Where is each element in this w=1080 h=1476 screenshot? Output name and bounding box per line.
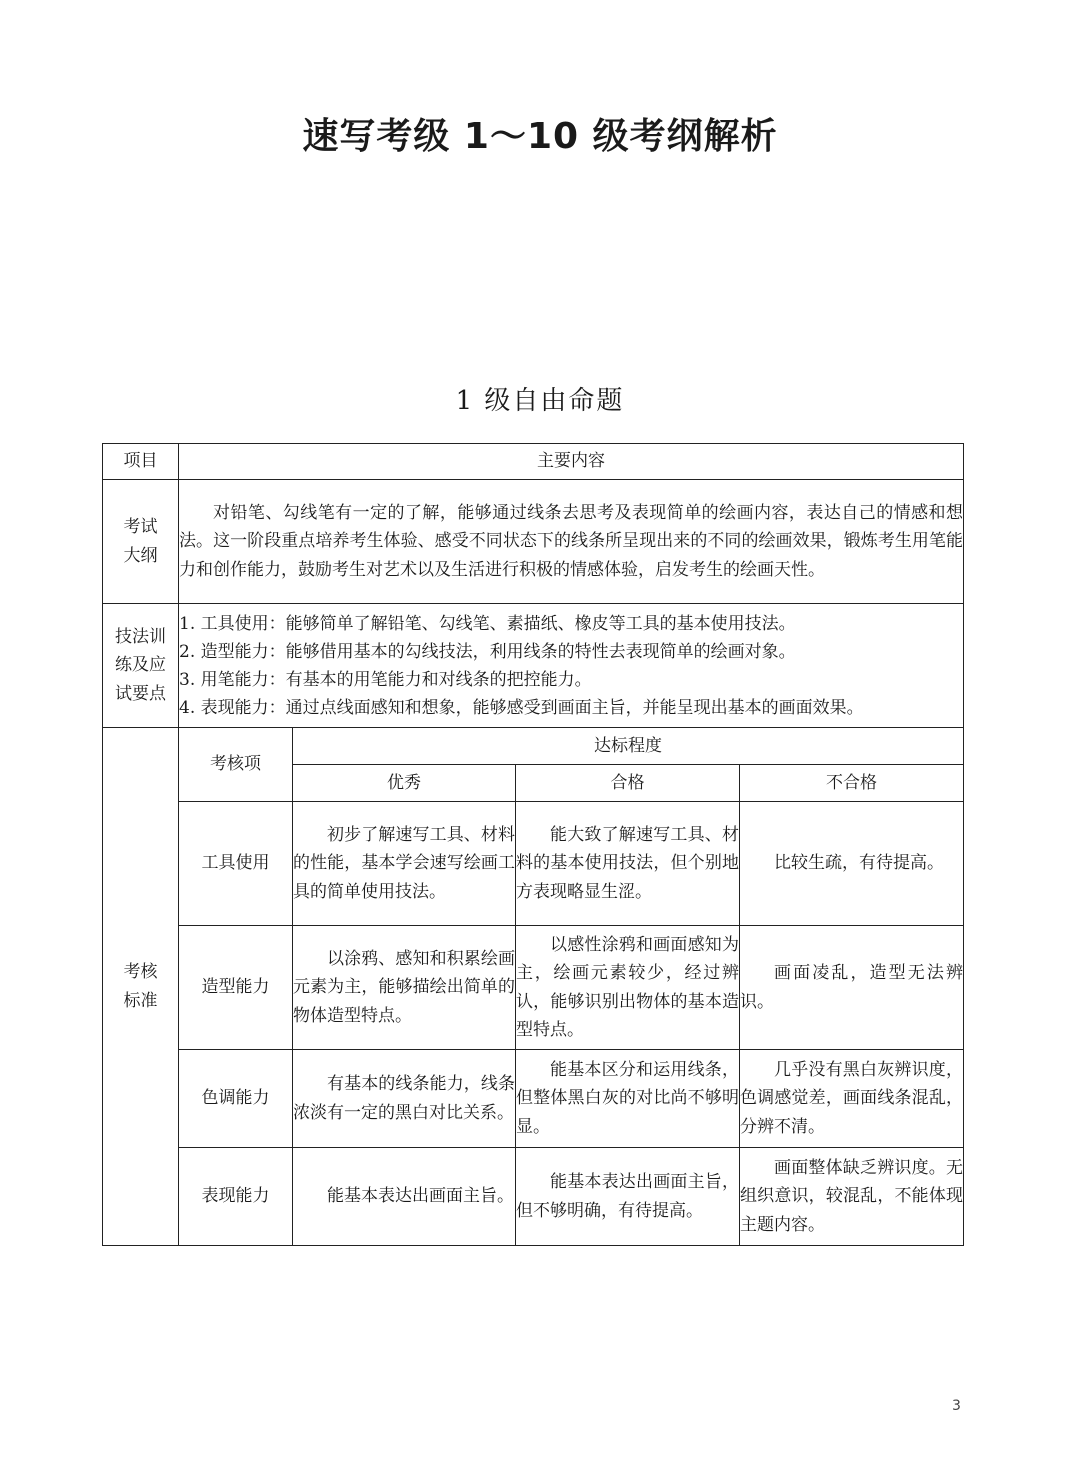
outline-label (103, 480, 179, 604)
skills-row (103, 604, 964, 728)
page-title: 速写考级 1～10 级考纲解析 (302, 116, 778, 157)
criteria-fail: 画面凌乱，造型无法辨识。 (740, 926, 964, 1050)
criteria-pass: 以感性涂鸦和画面感知为主，绘画元素较少，经过辨认，能够识别出物体的基本造型特点。 (516, 926, 740, 1050)
criteria-name: 工具使用 (179, 802, 293, 926)
table-row (103, 1050, 964, 1148)
criteria-label (103, 728, 179, 1246)
criteria-item-header: 考核项 (179, 728, 293, 802)
skills-label (103, 604, 179, 728)
criteria-fail: 画面整体缺乏辨识度。无组织意识，较混乱，不能体现主题内容。 (740, 1148, 964, 1246)
table-row (103, 926, 964, 1050)
level-fail: 不合格 (740, 765, 964, 802)
outline-text: 对铅笔、勾线笔有一定的了解，能够通过线条去思考及表现简单的绘画内容，表达自己的情感和想法。这一阶段重点培养考生体验、感受不同状态下的线条所呈现出来的不同的绘画效果，锻炼考生用笔能力和创作能力，鼓励考生对艺术以及生活进行积极的情感体验，启发考生的绘画天性。 (179, 480, 964, 604)
table-header-row (103, 444, 964, 480)
list-item: 3. 用笔能力：有基本的用笔能力和对线条的把控能力。 (179, 669, 592, 690)
criteria-level-header: 达标程度 (293, 728, 964, 765)
skills-label-text: 技法训 练及应 试要点 (115, 626, 166, 704)
header-content: 主要内容 (179, 444, 964, 480)
page-number: 3 (952, 1398, 961, 1414)
table-row (103, 1148, 964, 1246)
list-item: 2. 造型能力：能够借用基本的勾线技法，利用线条的特性去表现简单的绘画对象。 (179, 641, 796, 662)
list-item: 4. 表现能力：通过点线面感知和想象，能够感受到画面主旨，并能呈现出基本的画面效果。 (179, 697, 864, 718)
criteria-pass: 能大致了解速写工具、材料的基本使用技法，但个别地方表现略显生涩。 (516, 802, 740, 926)
criteria-excellent: 以涂鸦、感知和积累绘画元素为主，能够描绘出简单的物体造型特点。 (293, 926, 516, 1050)
level-pass: 合格 (516, 765, 740, 802)
outline-row (103, 480, 964, 604)
criteria-fail: 比较生疏，有待提高。 (740, 802, 964, 926)
section-title: 1 级自由命题 (455, 386, 625, 416)
criteria-excellent: 初步了解速写工具、材料的性能，基本学会速写绘画工具的简单使用技法。 (293, 802, 516, 926)
level-excellent: 优秀 (293, 765, 516, 802)
criteria-pass: 能基本表达出画面主旨，但不够明确，有待提高。 (516, 1148, 740, 1246)
criteria-name: 表现能力 (179, 1148, 293, 1246)
criteria-excellent: 有基本的线条能力，线条浓淡有一定的黑白对比关系。 (293, 1050, 516, 1148)
criteria-fail: 几乎没有黑白灰辨识度，色调感觉差，画面线条混乱，分辨不清。 (740, 1050, 964, 1148)
table-row (103, 802, 964, 926)
header-item: 项目 (103, 444, 179, 480)
skills-list (179, 604, 964, 728)
syllabus-table (102, 443, 964, 1246)
criteria-header-row (103, 728, 964, 765)
criteria-label-text: 考核 标准 (123, 962, 158, 1011)
criteria-name: 色调能力 (179, 1050, 293, 1148)
criteria-pass: 能基本区分和运用线条，但整体黑白灰的对比尚不够明显。 (516, 1050, 740, 1148)
criteria-excellent: 能基本表达出画面主旨。 (293, 1148, 516, 1246)
criteria-name: 造型能力 (179, 926, 293, 1050)
outline-label-text: 考试 大纲 (123, 517, 158, 566)
list-item: 1. 工具使用：能够简单了解铅笔、勾线笔、素描纸、橡皮等工具的基本使用技法。 (179, 613, 796, 634)
